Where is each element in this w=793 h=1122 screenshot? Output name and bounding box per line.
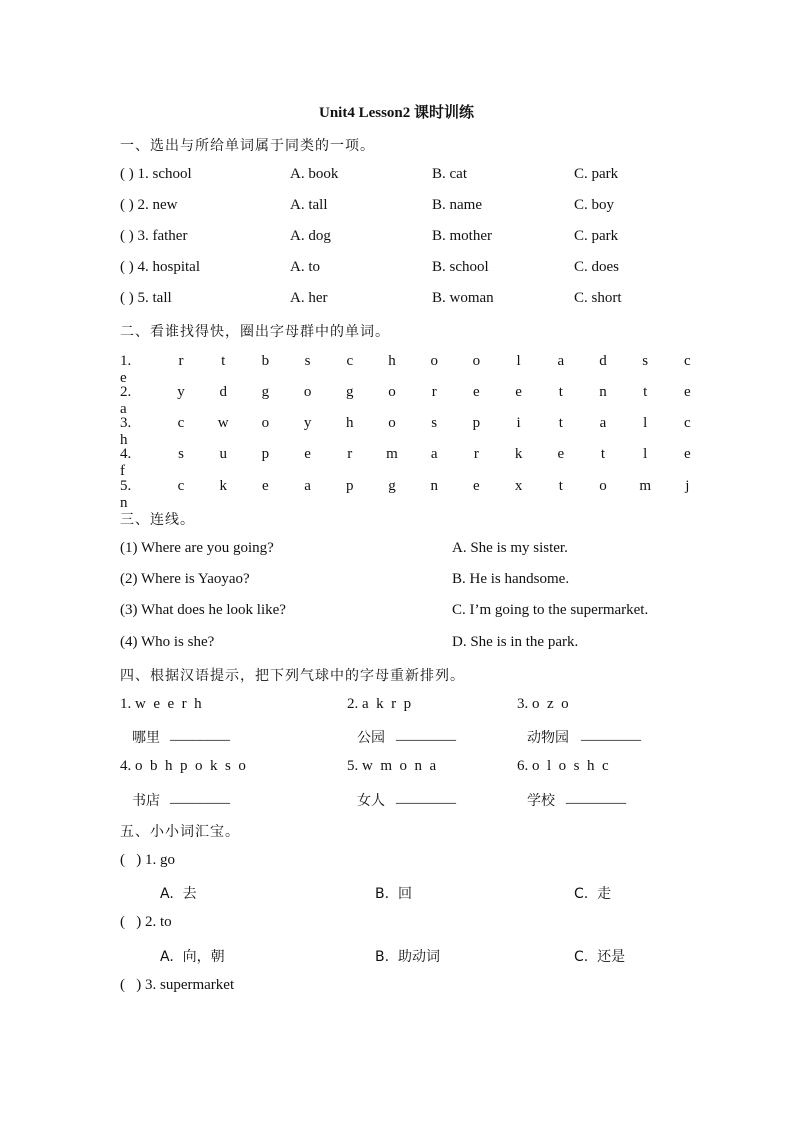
grid-letter[interactable]: p — [472, 415, 481, 431]
grid-letter[interactable]: e — [684, 446, 691, 462]
option-a: A. dog — [290, 228, 331, 244]
grid-letter[interactable]: b — [261, 353, 270, 369]
option-c: C. boy — [574, 197, 615, 213]
grid-letter[interactable]: m — [639, 478, 652, 494]
option-b: B. 助动词 — [375, 949, 440, 965]
section3-heading: 三、连线。 — [120, 512, 195, 528]
match-question: (3) What does he look like? — [120, 602, 286, 618]
row-start: 1. e — [120, 353, 132, 386]
grid-letter[interactable]: g — [346, 384, 354, 400]
grid-letter[interactable]: o — [430, 353, 438, 369]
grid-letter[interactable]: n — [599, 384, 607, 400]
option-b: B. 回 — [375, 886, 412, 902]
grid-letter[interactable]: o — [599, 478, 607, 494]
question: ( ) 5. tall — [120, 290, 172, 306]
grid-letter[interactable]: o — [388, 415, 396, 431]
option-a: A. 去 — [160, 886, 197, 902]
answer-blank[interactable]: ________ — [581, 727, 641, 743]
grid-letter[interactable]: p — [261, 446, 270, 462]
grid-letter[interactable]: g — [388, 478, 396, 494]
grid-letter[interactable]: y — [303, 415, 312, 431]
option-c: C. 还是 — [574, 949, 626, 965]
chinese-hint: 动物园 — [527, 730, 569, 746]
match-answer: D. She is in the park. — [452, 634, 579, 650]
grid-letter[interactable]: s — [431, 415, 438, 431]
grid-letter[interactable]: n — [430, 478, 438, 494]
grid-letter[interactable]: s — [304, 353, 311, 369]
page-title: Unit4 Lesson2 课时训练 — [318, 105, 475, 121]
grid-letter[interactable]: a — [304, 478, 311, 494]
grid-letter[interactable]: r — [473, 446, 479, 462]
grid-letter[interactable]: t — [600, 446, 606, 462]
grid-letter[interactable]: k — [514, 446, 523, 462]
question: ( ) 3. supermarket — [120, 977, 235, 993]
question: ( ) 2. to — [120, 914, 172, 930]
grid-letter[interactable]: e — [684, 384, 691, 400]
match-answer: B. He is handsome. — [452, 571, 570, 587]
option-a: A. book — [290, 166, 339, 182]
match-question: (4) Who is she? — [120, 634, 215, 650]
section2-heading: 二、看谁找得快，圈出字母群中的单词。 — [120, 324, 390, 340]
grid-letter[interactable]: a — [430, 446, 438, 462]
chinese-hint: 女人 — [357, 793, 385, 809]
grid-letter[interactable]: o — [303, 384, 312, 400]
grid-letter[interactable]: w — [217, 415, 229, 431]
grid-letter[interactable]: c — [684, 353, 691, 369]
option-c: C. park — [574, 228, 619, 244]
grid-letter[interactable]: t — [221, 353, 226, 369]
grid-letter[interactable]: a — [557, 353, 565, 369]
scrambled-letters: 6. o l o s h c — [517, 758, 609, 774]
grid-letter[interactable]: e — [473, 384, 480, 400]
chinese-hint: 公园 — [357, 730, 385, 746]
chinese-hint: 书店 — [132, 793, 160, 809]
answer-blank[interactable]: ________ — [396, 790, 456, 806]
grid-letter[interactable]: s — [642, 353, 649, 369]
scrambled-letters: 5. w m o n a — [347, 758, 437, 774]
grid-letter[interactable]: c — [177, 415, 185, 431]
grid-letter[interactable]: e — [304, 446, 311, 462]
grid-letter[interactable]: l — [643, 446, 648, 462]
answer-blank[interactable]: ________ — [170, 790, 230, 806]
grid-letter[interactable]: r — [431, 384, 437, 400]
option-a: A. tall — [290, 197, 328, 213]
section4-heading: 四、根据汉语提示，把下列气球中的字母重新排列。 — [120, 668, 465, 684]
scrambled-letters: 2. a k r p — [347, 696, 412, 712]
grid-letter[interactable]: y — [177, 384, 185, 400]
option-c: C. park — [574, 166, 619, 182]
grid-letter[interactable]: d — [219, 384, 227, 400]
grid-letter[interactable]: e — [473, 478, 480, 494]
grid-letter[interactable]: o — [261, 415, 270, 431]
grid-letter[interactable]: p — [346, 478, 354, 494]
grid-letter[interactable]: o — [388, 384, 396, 400]
grid-letter[interactable]: l — [516, 353, 521, 369]
option-b: B. woman — [432, 290, 494, 306]
grid-letter[interactable]: h — [388, 353, 396, 369]
grid-letter[interactable]: j — [685, 478, 690, 494]
grid-letter[interactable]: o — [472, 353, 481, 369]
grid-letter[interactable]: t — [643, 384, 648, 400]
answer-blank[interactable]: ________ — [170, 727, 230, 743]
grid-letter[interactable]: d — [599, 353, 607, 369]
option-c: C. does — [574, 259, 619, 275]
question: ( ) 1. school — [120, 166, 192, 182]
grid-letter[interactable]: m — [386, 446, 398, 462]
question: ( ) 1. go — [120, 852, 175, 868]
scrambled-letters: 1. w e e r h — [120, 696, 202, 712]
row-start: 4. f — [120, 446, 132, 479]
grid-letter[interactable]: r — [347, 446, 353, 462]
grid-letter[interactable]: s — [178, 446, 184, 462]
match-answer: C. I’m going to the supermarket. — [452, 602, 649, 618]
question: ( ) 4. hospital — [120, 259, 200, 275]
row-start: 2. a — [120, 384, 132, 417]
grid-letter[interactable]: c — [346, 353, 354, 369]
grid-letter[interactable]: c — [177, 478, 185, 494]
grid-letter[interactable]: a — [599, 415, 607, 431]
option-a: A. 向，朝 — [160, 949, 225, 965]
answer-blank[interactable]: ________ — [396, 727, 456, 743]
grid-letter[interactable]: e — [557, 446, 565, 462]
option-c: C. short — [574, 290, 622, 306]
grid-letter[interactable]: e — [262, 478, 269, 494]
option-b: B. mother — [432, 228, 492, 244]
grid-letter[interactable]: c — [684, 415, 691, 431]
grid-letter[interactable]: t — [558, 415, 563, 431]
answer-blank[interactable]: ________ — [566, 790, 626, 806]
grid-letter[interactable]: t — [558, 478, 563, 494]
grid-letter[interactable]: x — [514, 478, 523, 494]
chinese-hint: 哪里 — [132, 730, 160, 746]
grid-letter[interactable]: i — [516, 415, 521, 431]
match-question: (1) Where are you going? — [120, 540, 274, 556]
scrambled-letters: 3. o z o — [517, 696, 569, 712]
option-c: C. 走 — [574, 886, 612, 902]
chinese-hint: 学校 — [527, 793, 555, 809]
scrambled-letters: 4. o b h p o k s o — [120, 758, 246, 774]
grid-letter[interactable]: e — [515, 384, 522, 400]
option-a: A. to — [290, 259, 320, 275]
row-start: 3. h — [120, 415, 132, 448]
grid-letter[interactable]: h — [346, 415, 354, 431]
grid-letter[interactable]: t — [558, 384, 563, 400]
section5-heading: 五、小小词汇宝。 — [120, 824, 240, 840]
grid-letter[interactable]: r — [178, 353, 184, 369]
grid-letter[interactable]: u — [219, 446, 227, 462]
match-answer: A. She is my sister. — [452, 540, 568, 556]
question: ( ) 2. new — [120, 197, 178, 213]
option-a: A. her — [290, 290, 328, 306]
option-b: B. cat — [432, 166, 467, 182]
question: ( ) 3. father — [120, 228, 188, 244]
grid-letter[interactable]: l — [643, 415, 648, 431]
row-start: 5. n — [120, 478, 132, 511]
option-b: B. school — [432, 259, 489, 275]
grid-letter[interactable]: k — [219, 478, 227, 494]
match-question: (2) Where is Yaoyao? — [120, 571, 250, 587]
grid-letter[interactable]: g — [261, 384, 270, 400]
option-b: B. name — [432, 197, 482, 213]
section1-heading: 一、选出与所给单词属于同类的一项。 — [120, 138, 375, 154]
